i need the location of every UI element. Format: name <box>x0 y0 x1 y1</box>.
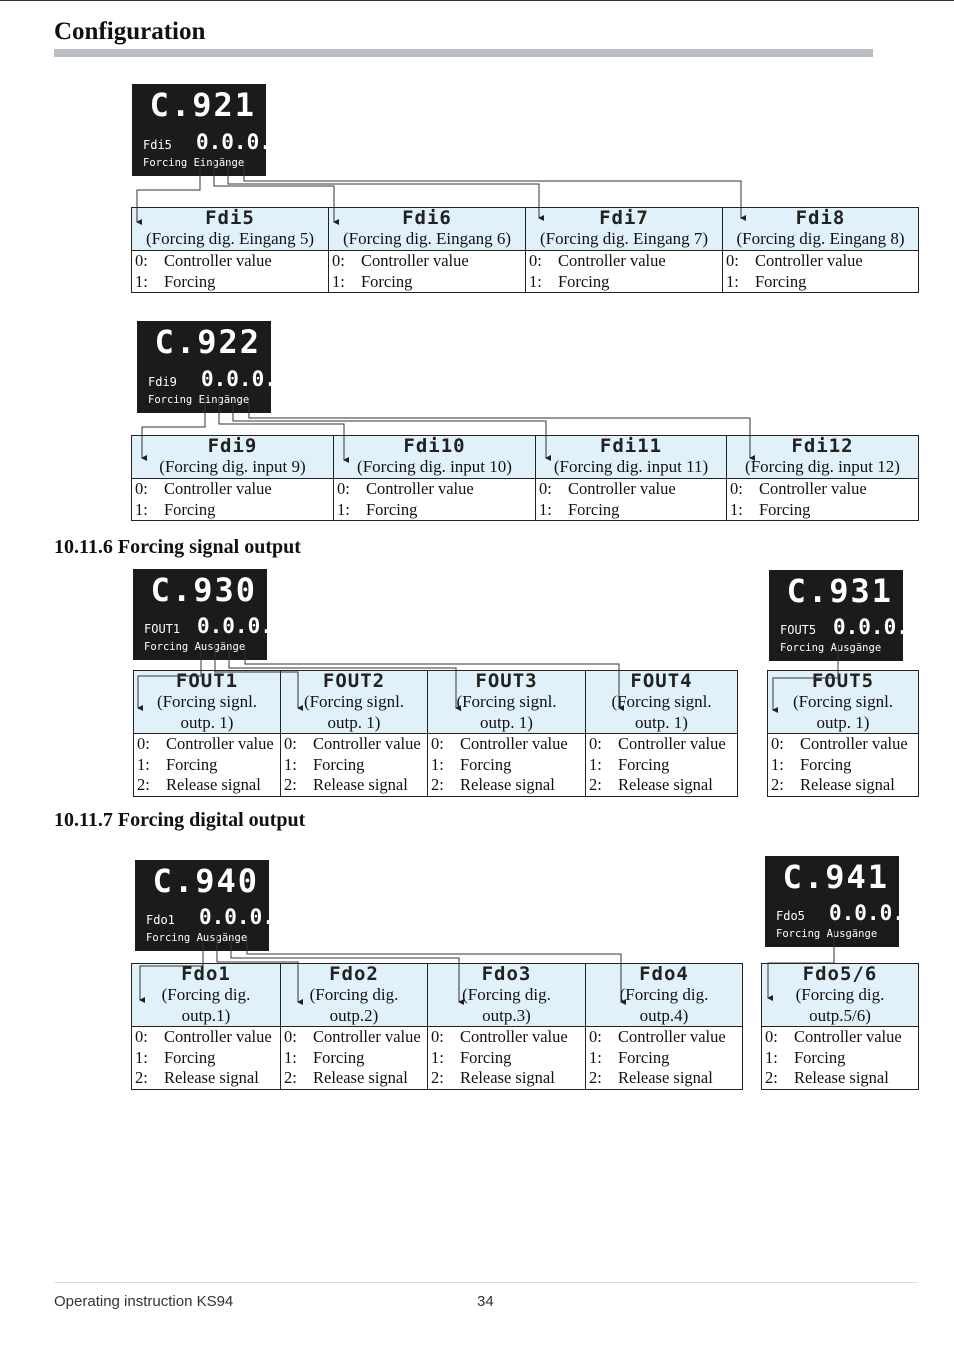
top-rule <box>0 0 954 1</box>
param-desc: (Forcing signl. <box>156 692 258 711</box>
option: 2: Release signal <box>765 1068 889 1087</box>
option: 2: Release signal <box>284 775 408 794</box>
table-c940-params <box>131 963 743 1090</box>
lcd-value: 0.0.0.0 <box>201 367 290 391</box>
option: 0: Controller value <box>771 734 908 753</box>
param-options-fdo3 <box>428 1027 586 1090</box>
option: 1: Forcing <box>431 1047 512 1067</box>
table-c921-params <box>131 207 919 293</box>
param-desc: outp.4) <box>639 1006 689 1025</box>
option: 2: Release signal <box>284 1068 408 1087</box>
page-number: 34 <box>477 1293 494 1310</box>
param-desc: (Forcing dig. Eingang 6) <box>342 229 512 248</box>
param-header-fdi8 <box>723 208 919 251</box>
option: 1: Forcing <box>771 754 852 774</box>
param-desc: outp. 1) <box>180 713 234 732</box>
option: 2: Release signal <box>135 1068 259 1087</box>
param-name: Fdi9 <box>207 435 258 457</box>
param-desc: (Forcing dig. input 11) <box>553 457 709 476</box>
param-desc: (Forcing dig. Eingang 7) <box>539 229 709 248</box>
option: 2: Release signal <box>431 775 555 794</box>
param-desc: (Forcing signl. <box>792 692 894 711</box>
param-name: FOUT2 <box>322 670 386 692</box>
param-options-fout4 <box>586 734 738 797</box>
lcd-display-c930 <box>133 569 286 660</box>
option: 2: Release signal <box>771 775 895 794</box>
lcd-display-c941 <box>765 856 918 947</box>
param-options-fdi11 <box>536 479 727 521</box>
lcd-value: 0.0.0.0 <box>833 615 922 639</box>
param-name: Fdi12 <box>791 435 854 457</box>
option: 0: Controller value <box>539 479 676 498</box>
option: 1: Forcing <box>284 1047 365 1067</box>
param-name: Fdi10 <box>403 435 466 457</box>
param-name: Fdo4 <box>639 963 689 985</box>
param-name: Fdo2 <box>329 963 379 985</box>
param-header-fout1 <box>134 671 281 734</box>
option: 0: Controller value <box>137 734 274 753</box>
page-title: Configuration <box>54 18 206 45</box>
option: 1: Forcing <box>589 1047 670 1067</box>
option: 2: Release signal <box>431 1068 555 1087</box>
lcd-code: C.930 <box>150 571 257 609</box>
lcd-code: C.922 <box>154 323 261 361</box>
lcd-code: C.940 <box>152 862 259 900</box>
option: 0: Controller value <box>589 734 726 753</box>
param-options-fdo1 <box>132 1027 281 1090</box>
param-header-fdo4 <box>586 964 743 1027</box>
title-underline-bar <box>54 49 873 57</box>
lcd-value: 0.0.0.0 <box>199 905 288 929</box>
option: 1: Forcing <box>726 271 807 291</box>
lcd-label: Forcing Ausgänge <box>776 928 878 940</box>
param-header-fdi5 <box>132 208 329 251</box>
option: 1: Forcing <box>589 754 670 774</box>
table-c931-params <box>767 670 919 797</box>
param-desc: (Forcing dig. <box>795 985 885 1004</box>
param-desc: (Forcing dig. <box>161 985 251 1004</box>
lcd-label: Forcing Ausgänge <box>146 932 248 944</box>
param-header-fdi11 <box>536 436 727 479</box>
param-options-fdi8 <box>723 251 919 293</box>
option: 2: Release signal <box>589 1068 713 1087</box>
lcd-param-name: FOUT5 <box>780 623 817 637</box>
footer-rule <box>54 1282 918 1283</box>
param-desc: (Forcing dig. input 9) <box>159 457 306 476</box>
section-heading-digital-output: 10.11.7 Forcing digital output <box>54 809 306 831</box>
param-header-fout5 <box>768 671 919 734</box>
param-options-fdo5-6 <box>762 1027 919 1090</box>
option: 0: Controller value <box>765 1027 902 1046</box>
table-c930-params <box>133 670 738 797</box>
param-name: Fdo5/6 <box>802 963 878 985</box>
option: 0: Controller value <box>726 251 863 270</box>
lcd-code: C.941 <box>782 858 889 896</box>
param-header-fdo5-6 <box>762 964 919 1027</box>
param-desc: (Forcing signl. <box>303 692 405 711</box>
param-desc: (Forcing dig. input 12) <box>745 457 900 476</box>
option: 0: Controller value <box>529 251 666 270</box>
option: 1: Forcing <box>529 271 610 291</box>
param-desc: (Forcing dig. <box>462 985 551 1004</box>
param-name: Fdi6 <box>402 207 452 229</box>
option: 0: Controller value <box>135 251 272 270</box>
param-name: Fdo3 <box>481 963 532 985</box>
lcd-code: C.931 <box>786 572 893 610</box>
param-header-fdi7 <box>526 208 723 251</box>
option: 0: Controller value <box>332 251 469 270</box>
param-header-fdi12 <box>727 436 919 479</box>
lcd-value: 0.0.0.0 <box>829 901 918 925</box>
option: 0: Controller value <box>730 479 867 498</box>
param-options-fdi10 <box>334 479 536 521</box>
section-heading-signal-output: 10.11.6 Forcing signal output <box>54 536 301 558</box>
param-options-fout5 <box>768 734 919 797</box>
option: 1: Forcing <box>135 499 216 519</box>
param-desc: outp.5/6) <box>809 1006 871 1025</box>
option: 1: Forcing <box>137 754 218 774</box>
param-desc: (Forcing dig. <box>309 985 399 1004</box>
param-desc: (Forcing dig. input 10) <box>357 457 512 476</box>
param-name: Fdi8 <box>795 207 846 229</box>
param-options-fdo4 <box>586 1027 743 1090</box>
option: 1: Forcing <box>539 499 620 519</box>
lcd-display-c922 <box>137 321 290 413</box>
param-options-fdi12 <box>727 479 919 521</box>
lcd-label: Forcing Ausgänge <box>144 641 246 653</box>
param-desc: (Forcing dig. Eingang 8) <box>736 229 905 248</box>
param-options-fdi7 <box>526 251 723 293</box>
param-desc: (Forcing dig. <box>619 985 709 1004</box>
param-name: FOUT3 <box>475 670 538 692</box>
footer-text: Operating instruction KS94 <box>54 1293 234 1310</box>
param-name: Fdi5 <box>205 207 255 229</box>
param-name: FOUT1 <box>175 670 239 692</box>
option: 1: Forcing <box>284 754 365 774</box>
param-desc: outp.1) <box>181 1006 231 1025</box>
param-desc: outp. 1) <box>480 713 533 732</box>
lcd-value: 0.0.0.0 <box>196 130 285 154</box>
option: 1: Forcing <box>730 499 811 519</box>
param-header-fdi10 <box>334 436 536 479</box>
option: 2: Release signal <box>589 775 713 794</box>
param-desc: outp.3) <box>482 1006 531 1025</box>
lcd-label: Forcing Eingänge <box>143 157 245 169</box>
param-header-fout2 <box>281 671 428 734</box>
lcd-param-name: FOUT1 <box>144 622 181 636</box>
param-desc: outp. 1) <box>816 713 870 732</box>
lcd-label: Forcing Ausgänge <box>780 642 882 654</box>
lcd-param-name: Fdi9 <box>148 375 177 389</box>
param-header-fdo3 <box>428 964 586 1027</box>
table-c941-params <box>761 963 919 1090</box>
param-desc: (Forcing signl. <box>456 692 557 711</box>
param-options-fdo2 <box>281 1027 428 1090</box>
option: 1: Forcing <box>337 499 418 519</box>
lcd-display-c921 <box>132 84 285 176</box>
option: 1: Forcing <box>431 754 512 774</box>
param-desc: outp. 1) <box>327 713 381 732</box>
option: 1: Forcing <box>135 1047 216 1067</box>
param-options-fdi9 <box>132 479 334 521</box>
option: 0: Controller value <box>135 479 272 498</box>
lcd-code: C.921 <box>149 86 256 124</box>
param-desc: outp.2) <box>329 1006 379 1025</box>
param-header-fout3 <box>428 671 586 734</box>
option: 2: Release signal <box>137 775 261 794</box>
table-c922-params <box>131 435 919 521</box>
lcd-param-name: Fdo5 <box>776 909 805 923</box>
lcd-display-c940 <box>135 860 288 951</box>
option: 1: Forcing <box>332 271 413 291</box>
param-desc: outp. 1) <box>635 713 688 732</box>
param-options-fout1 <box>134 734 281 797</box>
lcd-value: 0.0.0.0 <box>197 614 286 638</box>
param-header-fdi9 <box>132 436 334 479</box>
param-header-fdo1 <box>132 964 281 1027</box>
option: 0: Controller value <box>589 1027 726 1046</box>
option: 0: Controller value <box>337 479 474 498</box>
option: 0: Controller value <box>284 1027 421 1046</box>
param-options-fout2 <box>281 734 428 797</box>
param-options-fdi5 <box>132 251 329 293</box>
option: 0: Controller value <box>135 1027 272 1046</box>
option: 0: Controller value <box>284 734 421 753</box>
param-options-fdi6 <box>329 251 526 293</box>
param-name: Fdo1 <box>181 963 231 985</box>
option: 0: Controller value <box>431 1027 568 1046</box>
param-desc: (Forcing signl. <box>611 692 712 711</box>
param-header-fdo2 <box>281 964 428 1027</box>
lcd-param-name: Fdo1 <box>146 913 175 927</box>
param-name: Fdi7 <box>599 207 649 229</box>
param-header-fout4 <box>586 671 738 734</box>
param-name: FOUT4 <box>630 670 693 692</box>
param-name: FOUT5 <box>811 670 875 692</box>
lcd-display-c931 <box>769 570 922 661</box>
param-header-fdi6 <box>329 208 526 251</box>
option: 0: Controller value <box>431 734 568 753</box>
param-options-fout3 <box>428 734 586 797</box>
lcd-label: Forcing Eingänge <box>148 394 250 406</box>
lcd-param-name: Fdi5 <box>143 138 172 152</box>
param-name: Fdi11 <box>599 435 663 457</box>
option: 1: Forcing <box>765 1047 846 1067</box>
option: 1: Forcing <box>135 271 216 291</box>
param-desc: (Forcing dig. Eingang 5) <box>145 229 315 248</box>
